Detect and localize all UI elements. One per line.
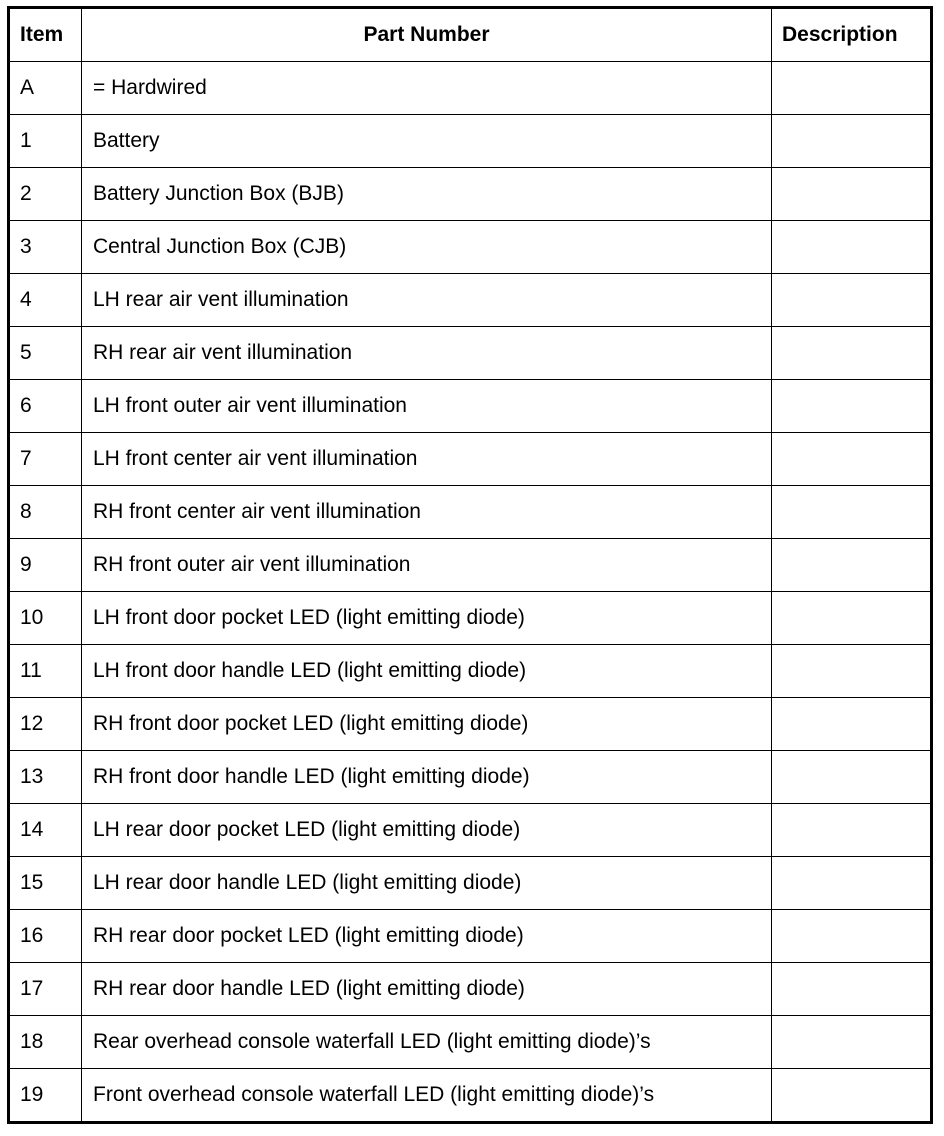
description-cell	[772, 804, 932, 857]
table-row	[9, 857, 932, 910]
description-cell	[772, 274, 932, 327]
item-cell: 15	[9, 857, 82, 910]
item-cell: 3	[9, 221, 82, 274]
description-cell	[772, 115, 932, 168]
item-cell: 8	[9, 486, 82, 539]
table-body	[9, 62, 932, 1123]
table-row	[9, 592, 932, 645]
item-cell: 18	[9, 1016, 82, 1069]
table-row	[9, 221, 932, 274]
item-cell: 17	[9, 963, 82, 1016]
table-row	[9, 62, 932, 115]
item-cell: 19	[9, 1069, 82, 1123]
part-number-cell: LH rear air vent illumination	[82, 274, 772, 327]
item-cell: 14	[9, 804, 82, 857]
item-cell: 9	[9, 539, 82, 592]
item-cell: 4	[9, 274, 82, 327]
header-part-number: Part Number	[82, 8, 772, 62]
part-number-cell: LH front door pocket LED (light emitting diode)	[82, 592, 772, 645]
table-row	[9, 433, 932, 486]
description-cell	[772, 857, 932, 910]
part-number-cell: Central Junction Box (CJB)	[82, 221, 772, 274]
description-cell	[772, 592, 932, 645]
description-cell	[772, 486, 932, 539]
part-number-cell: Front overhead console waterfall LED (light emitting diode)’s	[82, 1069, 772, 1123]
table-row	[9, 327, 932, 380]
table-row	[9, 751, 932, 804]
description-cell	[772, 168, 932, 221]
table-row	[9, 645, 932, 698]
part-number-cell: RH rear air vent illumination	[82, 327, 772, 380]
description-cell	[772, 1069, 932, 1123]
part-number-cell: LH front outer air vent illumination	[82, 380, 772, 433]
part-number-cell: LH rear door handle LED (light emitting diode)	[82, 857, 772, 910]
item-cell: A	[9, 62, 82, 115]
description-cell	[772, 645, 932, 698]
table-row	[9, 115, 932, 168]
part-number-cell: Battery Junction Box (BJB)	[82, 168, 772, 221]
part-number-cell: RH front center air vent illumination	[82, 486, 772, 539]
item-cell: 1	[9, 115, 82, 168]
description-cell	[772, 221, 932, 274]
table-row	[9, 274, 932, 327]
part-number-cell: RH rear door handle LED (light emitting diode)	[82, 963, 772, 1016]
description-cell	[772, 698, 932, 751]
description-cell	[772, 433, 932, 486]
item-cell: 16	[9, 910, 82, 963]
table-row	[9, 698, 932, 751]
item-cell: 2	[9, 168, 82, 221]
part-number-cell: LH front door handle LED (light emitting diode)	[82, 645, 772, 698]
part-number-cell: LH front center air vent illumination	[82, 433, 772, 486]
item-cell: 5	[9, 327, 82, 380]
part-number-cell: RH rear door pocket LED (light emitting diode)	[82, 910, 772, 963]
description-cell	[772, 327, 932, 380]
part-number-cell: RH front outer air vent illumination	[82, 539, 772, 592]
item-cell: 6	[9, 380, 82, 433]
item-cell: 12	[9, 698, 82, 751]
header-row	[9, 8, 932, 62]
item-cell: 10	[9, 592, 82, 645]
part-number-cell: RH front door pocket LED (light emitting diode)	[82, 698, 772, 751]
table-row	[9, 486, 932, 539]
table-row	[9, 168, 932, 221]
table-row	[9, 1016, 932, 1069]
part-number-cell: RH front door handle LED (light emitting diode)	[82, 751, 772, 804]
description-cell	[772, 539, 932, 592]
part-number-cell: Rear overhead console waterfall LED (light emitting diode)’s	[82, 1016, 772, 1069]
description-cell	[772, 1016, 932, 1069]
table-row	[9, 380, 932, 433]
table-row	[9, 539, 932, 592]
item-cell: 11	[9, 645, 82, 698]
header-item: Item	[9, 8, 82, 62]
part-number-cell: Battery	[82, 115, 772, 168]
description-cell	[772, 62, 932, 115]
description-cell	[772, 910, 932, 963]
table-row	[9, 1069, 932, 1123]
description-cell	[772, 751, 932, 804]
item-cell: 7	[9, 433, 82, 486]
part-number-cell: LH rear door pocket LED (light emitting diode)	[82, 804, 772, 857]
table-row	[9, 804, 932, 857]
table-header	[9, 8, 932, 62]
part-number-cell: = Hardwired	[82, 62, 772, 115]
item-cell: 13	[9, 751, 82, 804]
table-row	[9, 910, 932, 963]
description-cell	[772, 380, 932, 433]
parts-table	[7, 6, 933, 1124]
table-row	[9, 963, 932, 1016]
description-cell	[772, 963, 932, 1016]
header-description: Description	[772, 8, 932, 62]
